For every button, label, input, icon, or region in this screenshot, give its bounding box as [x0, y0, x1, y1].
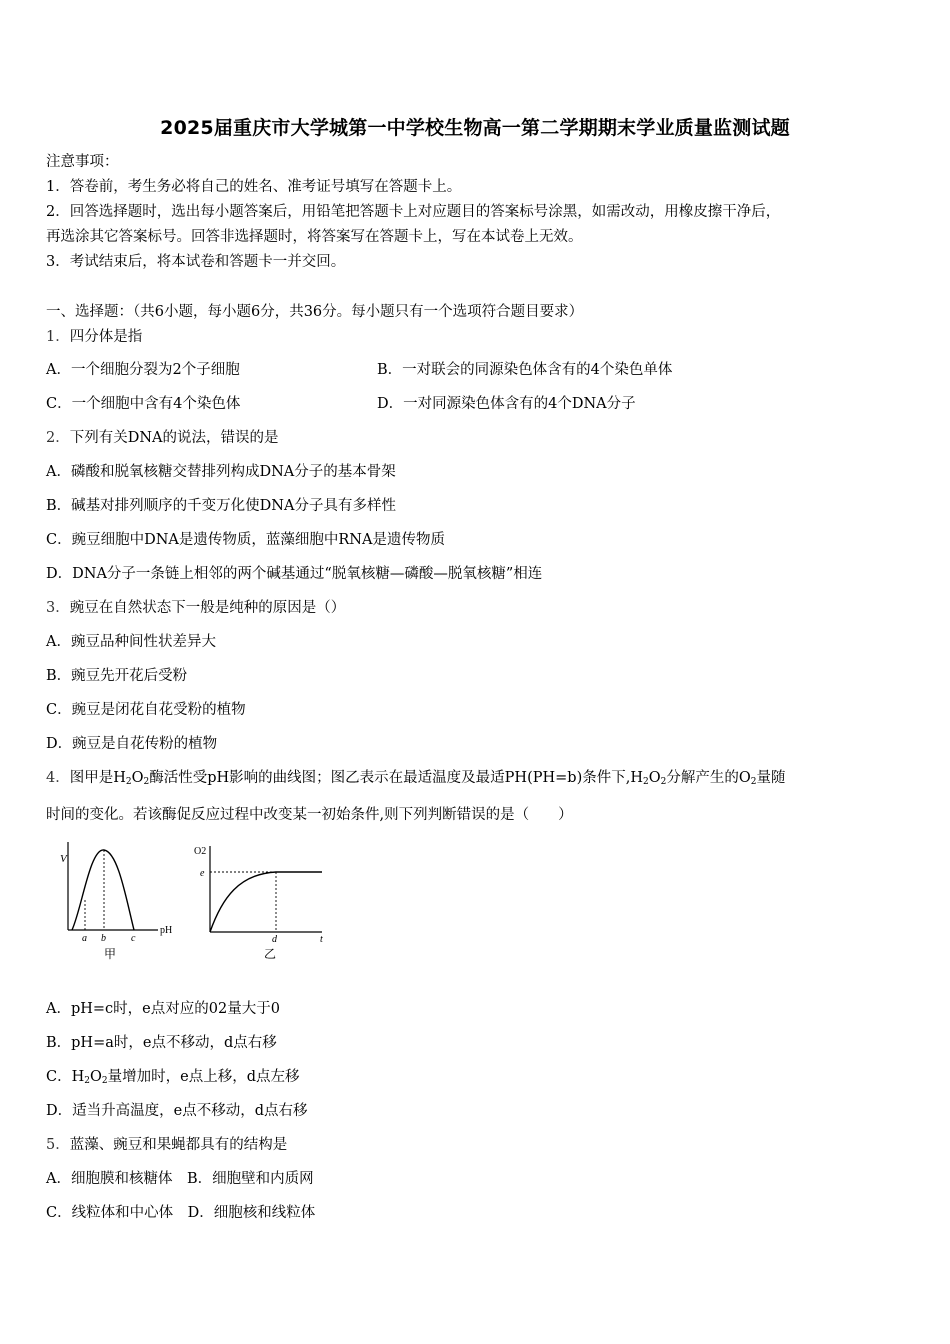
q3-option-a: A．豌豆品种间性状差异大 [46, 634, 216, 650]
section-heading: 一、选择题：（共6小题，每小题6分，共36分。每小题只有一个选项符合题目要求） [46, 304, 584, 320]
point-d: d [272, 934, 277, 945]
activity-curve [72, 850, 134, 930]
q2-option-a: A．磷酸和脱氧核糖交替排列构成DNA分子的基本骨架 [46, 464, 396, 480]
jia-caption: 甲 [104, 947, 117, 961]
graph-yi [194, 846, 323, 961]
q3-option-d: D．豌豆是自花传粉的植物 [46, 736, 218, 752]
notice-heading: 注意事项： [46, 154, 119, 170]
jia-x-label: pH [160, 925, 173, 936]
question-4-stem: 4．图甲是$H_2O_2$酶活性受pH影响的曲线图；图乙表示在最适温度及最适PH(PH=b)条件下$,H_2O_2$分解产生的$O_2$量随 [46, 770, 786, 787]
graph-jia [60, 842, 172, 961]
q1-option-d: D．一对同源染色体含有的4个DNA分子 [377, 396, 636, 412]
q5-options-cd: C．线粒体和中心体 D．细胞核和线粒体 [46, 1205, 316, 1221]
q3-option-c: C．豌豆是闭花自花受粉的植物 [46, 702, 246, 718]
yi-y-label: O2 [194, 846, 207, 857]
notice-item-2a: 2．回答选择题时，选出每小题答案后，用铅笔把答题卡上对应题目的答案标号涂黑，如需改动，用橡皮擦干净后， [46, 204, 781, 220]
q4-option-c: C．$H_2O_2$量增加时，e点上移，d点左移 [46, 1069, 300, 1086]
q4-option-d: D．适当升高温度，e点不移动，d点右移 [46, 1103, 308, 1119]
yi-caption: 乙 [264, 947, 277, 961]
question-5-stem [46, 1135, 287, 1155]
question-3-stem [46, 598, 345, 618]
question-text: 豌豆在自然状态下一般是纯种的原因是（） [69, 600, 346, 616]
point-b: b [101, 933, 106, 944]
q1-option-b: B．一对联会的同源染色体含有的4个染色单体 [377, 362, 673, 378]
q5-options-ab: A．细胞膜和核糖体 B．细胞壁和内质网 [46, 1171, 314, 1187]
question-1-stem [46, 327, 142, 347]
notice-item-3: 3．考试结束后，将本试卷和答题卡一并交回。 [46, 254, 346, 270]
question-number: 4． [46, 770, 70, 786]
q1-option-a: A．一个细胞分裂为2个子细胞 [46, 362, 240, 378]
q2-option-b: B．碱基对排列顺序的千变万化使DNA分子具有多样性 [46, 498, 396, 514]
question-4-stem-cont: 时间的变化。若该酶促反应过程中改变某一初始条件,则下列判断错误的是（ ） [46, 807, 573, 823]
q4-option-b: B．pH=a时，e点不移动，d点右移 [46, 1035, 277, 1051]
jia-y-label: V [60, 853, 67, 865]
q2-option-d: D．DNA分子一条链上相邻的两个碱基通过“脱氧核糖—磷酸—脱氧核糖”相连 [46, 566, 543, 582]
q3-option-b: B．豌豆先开花后受粉 [46, 668, 188, 684]
notice-item-1: 1．答卷前，考生务必将自己的姓名、准考证号填写在答题卡上。 [46, 179, 462, 195]
point-a: a [82, 933, 87, 944]
question-number: 1． [46, 329, 70, 345]
page-title: 2025届重庆市大学城第一中学校生物高一第二学期期末学业质量监测试题 [160, 117, 790, 139]
point-e: e [200, 868, 205, 879]
o2-curve [210, 872, 322, 932]
question-text: 蓝藻、豌豆和果蝇都具有的结构是 [69, 1137, 288, 1153]
q2-option-c: C．豌豆细胞中DNA是遗传物质，蓝藻细胞中RNA是遗传物质 [46, 532, 445, 548]
enzyme-figure [54, 838, 344, 963]
q4-option-a: A．pH=c时，e点对应的02量大于0 [46, 1001, 280, 1017]
question-number: 5． [46, 1137, 70, 1153]
notice-item-2b: 再选涂其它答案标号。回答非选择题时，将答案写在答题卡上，写在本试卷上无效。 [46, 229, 583, 245]
question-text: 下列有关DNA的说法，错误的是 [69, 430, 279, 446]
q1-option-c: C．一个细胞中含有4个染色体 [46, 396, 241, 412]
question-2-stem [46, 428, 279, 448]
question-number: 3． [46, 600, 70, 616]
yi-x-label: t [320, 934, 323, 945]
question-number: 2． [46, 430, 70, 446]
question-text: 四分体是指 [69, 329, 143, 345]
point-c: c [131, 933, 136, 944]
